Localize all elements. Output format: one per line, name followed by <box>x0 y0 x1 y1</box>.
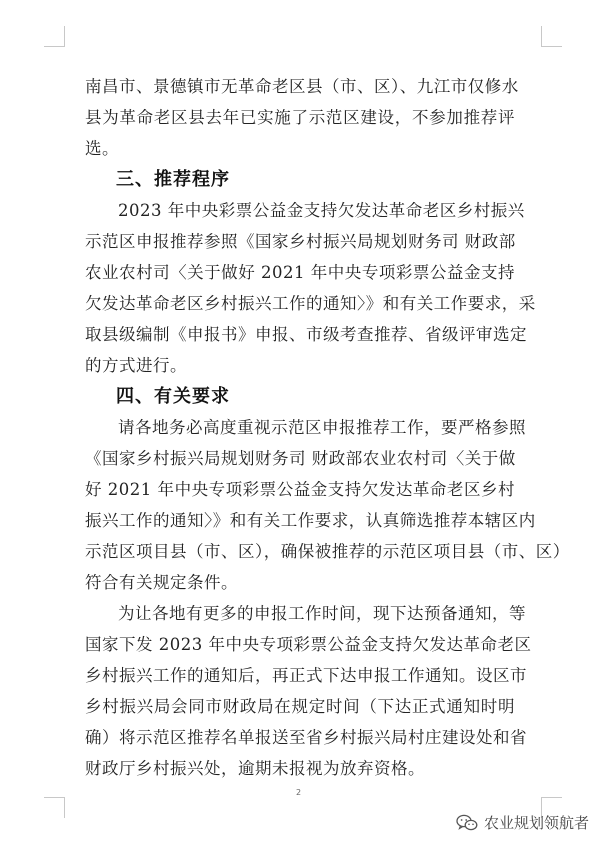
body-text-line: 乡村振兴工作的通知后，再正式下达申报工作通知。设区市 <box>85 666 527 685</box>
body-text-line: 欠发达革命老区乡村振兴工作的通知〉》和有关工作要求，采 <box>85 294 536 313</box>
body-text-line: 为让各地有更多的申报工作时间，现下达预备通知，等 <box>118 604 526 623</box>
body-text-line: 取县级编制《申报书》申报、市级考查推荐、省级评审选定 <box>85 325 527 344</box>
page-corner-mark <box>44 26 65 47</box>
page-corner-mark <box>541 26 562 47</box>
body-text-line: 请各地务必高度重视示范区申报推荐工作，要严格参照 <box>118 418 526 437</box>
body-text-line: 财政厅乡村振兴处，逾期未报视为放弃资格。 <box>85 759 425 778</box>
body-text-line: 示范区项目县（市、区），确保被推荐的示范区项目县（市、区） <box>85 542 570 561</box>
body-text-line: 好 2021 年中央专项彩票公益金支持欠发达革命老区乡村 <box>85 480 515 499</box>
section-heading-requirements: 四、有关要求 <box>116 386 230 407</box>
body-text-line: 符合有关规定条件。 <box>85 573 238 592</box>
source-watermark <box>456 812 589 833</box>
body-text-line: 南昌市、景德镇市无革命老区县（市、区）、九江市仅修水 <box>85 77 519 96</box>
page-number: 2 <box>296 788 302 797</box>
body-text-line: 选。 <box>85 139 119 158</box>
wechat-icon <box>456 814 478 832</box>
body-text-line: 农业农村司〈关于做好 2021 年中央专项彩票公益金支持 <box>85 263 515 282</box>
body-text-line: 2023 年中央彩票公益金支持欠发达革命老区乡村振兴 <box>118 201 525 220</box>
section-heading-procedure: 三、推荐程序 <box>116 169 230 190</box>
body-text-line: 国家下发 2023 年中央专项彩票公益金支持欠发达革命老区 <box>85 635 532 654</box>
body-text-line: 振兴工作的通知〉》和有关工作要求，认真筛选推荐本辖区内 <box>85 511 536 530</box>
body-text-line: 示范区申报推荐参照《国家乡村振兴局规划财务司 财政部 <box>85 232 516 251</box>
body-text-line: 《国家乡村振兴局规划财务司 财政部农业农村司〈关于做 <box>85 449 516 468</box>
body-text-line: 乡村振兴局会同市财政局在规定时间（下达正式通知时明 <box>85 697 515 716</box>
body-text-line: 的方式进行。 <box>85 356 187 375</box>
body-text-line: 确）将示范区推荐名单报送至省乡村振兴局村庄建设处和省 <box>85 728 527 747</box>
body-text-line: 县为革命老区县去年已实施了示范区建设，不参加推荐评 <box>85 108 515 127</box>
page-corner-mark <box>44 797 65 818</box>
watermark-text: 农业规划领航者 <box>483 814 589 832</box>
